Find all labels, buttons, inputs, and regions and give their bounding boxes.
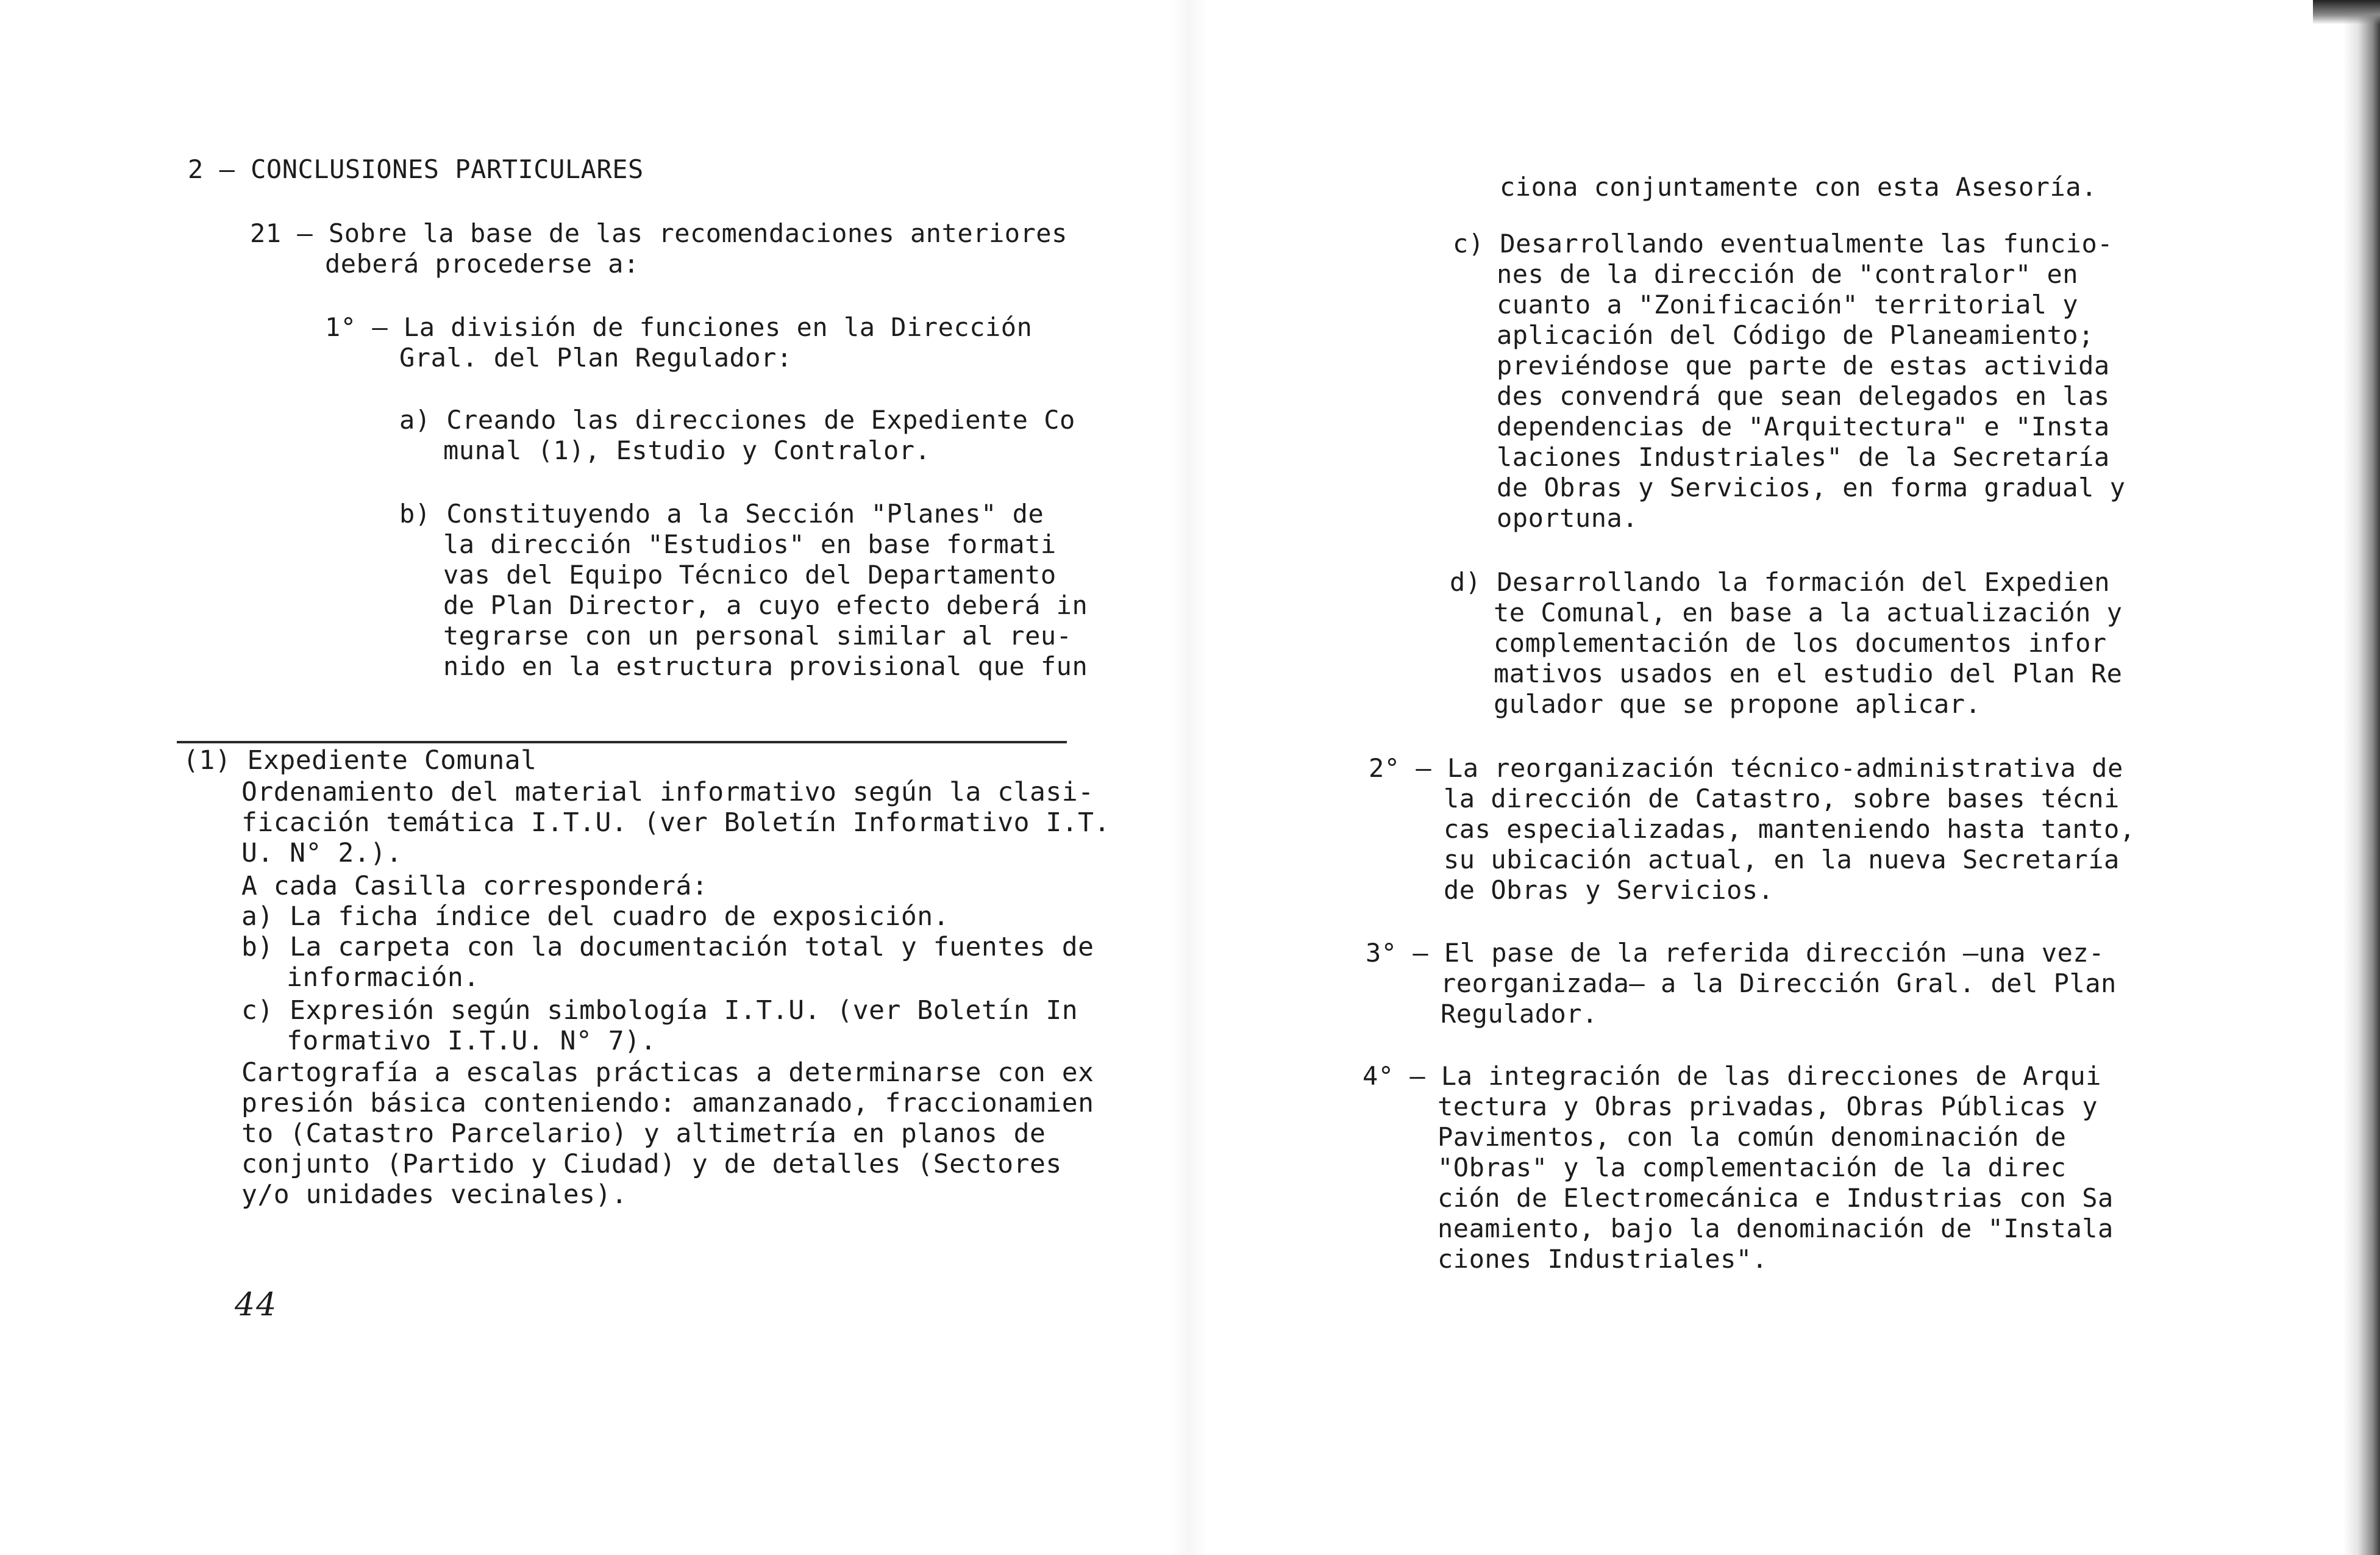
text-line: de Obras y Servicios. xyxy=(1444,875,1774,905)
text-line: a) La ficha índice del cuadro de exposición. xyxy=(241,901,950,932)
text-line: tegrarse con un personal similar al reu- xyxy=(443,621,1072,651)
text-line: dependencias de "Arquitectura" e "Insta xyxy=(1497,412,2110,441)
text-line: ción de Electromecánica e Industrias con Sa xyxy=(1438,1183,2114,1213)
text-line: complementación de los documentos infor xyxy=(1494,628,2107,658)
text-line: ficación temática I.T.U. (ver Boletín Informativo I.T. xyxy=(241,807,1110,838)
footnote-title: (1) Expediente Comunal xyxy=(183,745,537,776)
text-line: aplicación del Código de Planeamiento; xyxy=(1497,320,2094,350)
text-line: Gral. del Plan Regulador: xyxy=(399,343,793,373)
text-line: Pavimentos, con la común denominación de xyxy=(1438,1122,2067,1152)
text-line: U. N° 2.). xyxy=(241,838,402,868)
text-line: de Plan Director, a cuyo efecto deberá in xyxy=(443,590,1088,620)
text-line: de Obras y Servicios, en forma gradual y xyxy=(1497,473,2126,502)
text-line: ciona conjuntamente con esta Asesoría. xyxy=(1500,172,2097,202)
text-line: Cartografía a escalas prácticas a determinarse con ex xyxy=(241,1057,1094,1088)
text-line: 21 – Sobre la base de las recomendaciones anteriores xyxy=(250,218,1067,248)
text-line: reorganizada– a la Dirección Gral. del Plan xyxy=(1441,968,2117,998)
page-corner-shadow xyxy=(2313,0,2380,24)
text-line: c) Expresión según simbología I.T.U. (ver Boletín In xyxy=(241,995,1078,1026)
text-line: conjunto (Partido y Ciudad) y de detalles (Sectores xyxy=(241,1149,1062,1179)
text-line: laciones Industriales" de la Secretaría xyxy=(1497,442,2110,472)
text-line: Ordenamiento del material informativo según la clasi- xyxy=(241,777,1094,807)
text-line: b) Constituyendo a la Sección "Planes" de xyxy=(399,499,1044,529)
page-number: 44 xyxy=(235,1287,278,1323)
text-line: nido en la estructura provisional que fun xyxy=(443,651,1088,681)
text-line: información. xyxy=(287,962,480,993)
text-line: tectura y Obras privadas, Obras Públicas y xyxy=(1438,1092,2098,1121)
text-line: c) Desarrollando eventualmente las funcio- xyxy=(1453,229,2114,259)
footnote-divider xyxy=(177,741,1067,743)
text-line: vas del Equipo Técnico del Departamento xyxy=(443,560,1056,590)
text-line: des convendrá que sean delegados en las xyxy=(1497,381,2110,411)
text-line: deberá procederse a: xyxy=(325,249,640,279)
text-line: cas especializadas, manteniendo hasta tanto, xyxy=(1444,814,2136,844)
text-line: d) Desarrollando la formación del Expedien xyxy=(1450,567,2111,597)
text-line: nes de la dirección de "contralor" en xyxy=(1497,259,2079,289)
book-gutter xyxy=(1170,0,1207,1555)
text-line: oportuna. xyxy=(1497,503,1639,533)
text-line: cuanto a "Zonificación" territorial y xyxy=(1497,290,2079,320)
text-line: munal (1), Estudio y Contralor. xyxy=(443,435,931,465)
text-line: "Obras" y la complementación de la direc xyxy=(1438,1153,2067,1182)
text-line: la dirección "Estudios" en base formati xyxy=(443,529,1056,559)
section-heading: 2 – CONCLUSIONES PARTICULARES xyxy=(188,154,644,184)
text-line: Regulador. xyxy=(1441,999,1598,1029)
text-line: 4° – La integración de las direcciones de Arqui xyxy=(1363,1061,2101,1091)
text-line: 2° – La reorganización técnico-administrativa de xyxy=(1369,753,2123,783)
text-line: to (Catastro Parcelario) y altimetría en planos de xyxy=(241,1118,1046,1149)
text-line: 1° – La división de funciones en la Dirección xyxy=(325,312,1033,342)
text-line: neamiento, bajo la denominación de "Instala xyxy=(1438,1214,2114,1243)
text-line: formativo I.T.U. N° 7). xyxy=(287,1026,657,1056)
text-line: 3° – El pase de la referida dirección –una vez- xyxy=(1366,938,2104,968)
text-line: la dirección de Catastro, sobre bases técni xyxy=(1444,784,2120,813)
text-line: ciones Industriales". xyxy=(1438,1244,1768,1274)
text-line: A cada Casilla corresponderá: xyxy=(241,871,708,901)
text-line: te Comunal, en base a la actualización y xyxy=(1494,598,2123,627)
text-line: mativos usados en el estudio del Plan Re xyxy=(1494,659,2123,688)
text-line: b) La carpeta con la documentación total y fuentes de xyxy=(241,932,1094,962)
text-line: y/o unidades vecinales). xyxy=(241,1179,628,1210)
text-line: a) Creando las direcciones de Expediente Co xyxy=(399,405,1075,435)
text-line: presión básica conteniendo: amanzanado, fraccionamien xyxy=(241,1088,1094,1118)
text-line: gulador que se propone aplicar. xyxy=(1494,689,1981,719)
page-edge-shadow xyxy=(2343,0,2380,1555)
text-line: su ubicación actual, en la nueva Secretaría xyxy=(1444,845,2120,874)
text-line: previéndose que parte de estas activida xyxy=(1497,351,2110,381)
